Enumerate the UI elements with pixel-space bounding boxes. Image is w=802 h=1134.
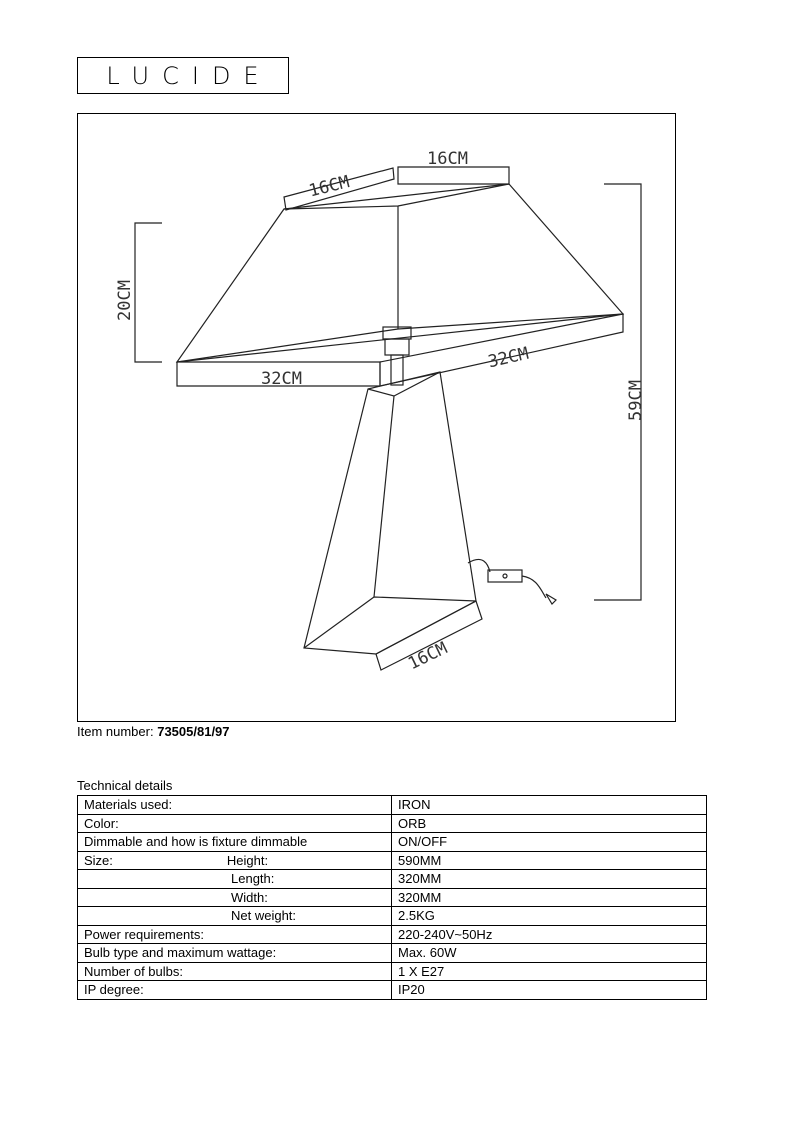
table-row xyxy=(78,981,707,1000)
spec-label-cell xyxy=(78,907,392,926)
spec-value: ON/OFF xyxy=(392,833,707,852)
spec-label: Bulb type and maximum wattage: xyxy=(84,945,277,961)
spec-label-cell xyxy=(78,962,392,981)
spec-label-cell xyxy=(78,925,392,944)
spec-value: 220-240V~50Hz xyxy=(392,925,707,944)
dim-label-total-height: 59CM xyxy=(626,380,646,421)
dim-label-top-left: 16CM xyxy=(306,172,352,202)
item-number xyxy=(77,724,230,739)
item-number-label: Item number: xyxy=(77,724,154,739)
spec-value: IRON xyxy=(392,796,707,815)
power-plug xyxy=(546,594,556,604)
technical-details-table xyxy=(77,795,707,1000)
spec-sub-label: Length: xyxy=(231,871,275,887)
spec-value: 320MM xyxy=(392,870,707,889)
dim-label-shade-height: 20CM xyxy=(115,280,135,321)
table-row xyxy=(78,796,707,815)
technical-details-title: Technical details xyxy=(77,778,173,793)
table-row xyxy=(78,888,707,907)
power-cord-end xyxy=(522,576,546,598)
spec-label-cell xyxy=(78,944,392,963)
spec-label: Number of bulbs: xyxy=(84,963,183,979)
dim-line-shade-height xyxy=(135,223,162,362)
drawing-frame xyxy=(77,113,676,722)
shade-outline xyxy=(177,184,623,362)
table-row xyxy=(78,851,707,870)
base-inner-bottom xyxy=(304,597,476,648)
spec-value: IP20 xyxy=(392,981,707,1000)
spec-label-cell xyxy=(78,833,392,852)
spec-label-cell xyxy=(78,851,392,870)
spec-value: 320MM xyxy=(392,888,707,907)
spec-label: Dimmable and how is fixture dimmable xyxy=(84,834,308,850)
spec-label: Materials used: xyxy=(84,797,173,813)
base-inner-edge xyxy=(374,396,394,597)
table-row xyxy=(78,944,707,963)
dim-label-base-bottom: 16CM xyxy=(405,638,451,675)
spec-label-cell xyxy=(78,981,392,1000)
spec-label: IP degree: xyxy=(84,982,144,998)
socket-body xyxy=(385,339,409,355)
dim-bracket-top-right xyxy=(398,167,509,184)
switch-dot xyxy=(503,574,507,578)
table-row xyxy=(78,833,707,852)
spec-label-cell xyxy=(78,888,392,907)
base-outline xyxy=(304,372,476,654)
spec-value: 590MM xyxy=(392,851,707,870)
dim-label-bottom-front: 32CM xyxy=(261,369,302,389)
spec-sub-label: Width: xyxy=(231,889,268,905)
item-number-value: 73505/81/97 xyxy=(157,724,230,739)
table-row xyxy=(78,962,707,981)
lamp-drawing xyxy=(78,114,675,721)
spec-value: 1 X E27 xyxy=(392,962,707,981)
power-switch xyxy=(488,570,522,582)
spec-value: ORB xyxy=(392,814,707,833)
table-row xyxy=(78,907,707,926)
brand-logo xyxy=(77,57,289,94)
dim-label-top-right: 16CM xyxy=(427,149,468,169)
spec-label-cell xyxy=(78,814,392,833)
table-row xyxy=(78,814,707,833)
spec-value: 2.5KG xyxy=(392,907,707,926)
spec-label-cell xyxy=(78,796,392,815)
spec-sub-label: Height: xyxy=(226,852,269,868)
spec-label-cell xyxy=(78,870,392,889)
table-row xyxy=(78,870,707,889)
spec-sub-label: Net weight: xyxy=(231,908,297,924)
spec-label: Size: xyxy=(84,852,113,868)
table-row xyxy=(78,925,707,944)
spec-label: Power requirements: xyxy=(84,926,204,942)
dim-label-bottom-side: 32CM xyxy=(486,343,531,373)
spec-label: Color: xyxy=(84,815,119,831)
spec-value: Max. 60W xyxy=(392,944,707,963)
logo-text: LUCIDE xyxy=(106,61,272,90)
